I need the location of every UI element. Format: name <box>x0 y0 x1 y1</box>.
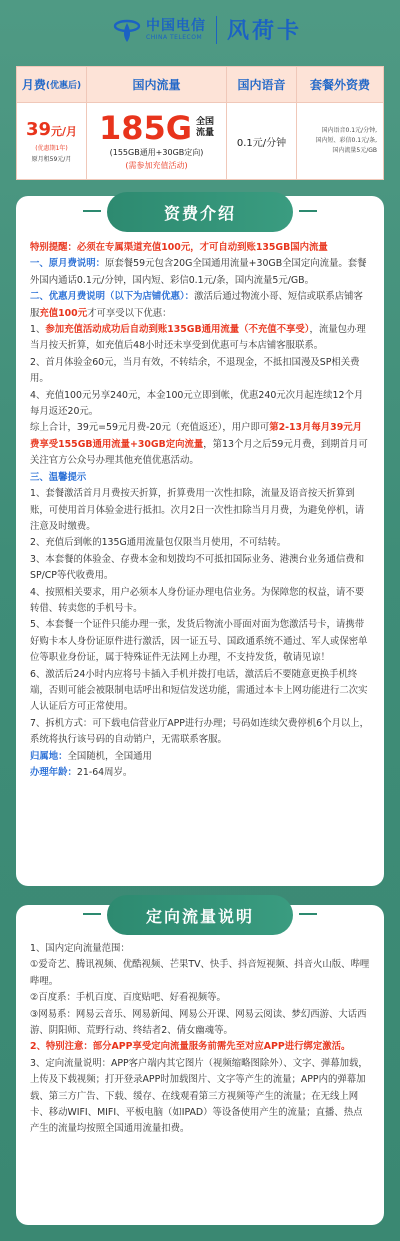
text-paragraph <box>30 256 370 289</box>
text-segment: 参加充值活动成功后自动到账135GB通用流量（不充值不享受） <box>45 324 310 336</box>
text-segment: 1、套餐激活首月月费按天折算，折算费用一次性扣除，流量及语音按天折算到账，可使用首月体验金进行抵扣。次月2日一次性扣除当月月费，为避免停机，请注意及时缴费。 <box>30 488 365 532</box>
text-segment: 第2-13月每月39元月费享受155GB通用流量+30GB定向流量 <box>30 422 362 450</box>
voice-value: 0.1元/分钟 <box>236 137 287 149</box>
header <box>0 0 400 64</box>
cell-flow <box>87 103 227 179</box>
card-name: 风荷卡 <box>227 19 303 44</box>
text-segment: ②百度系：手机百度、百度贴吧、好看视频等。 <box>30 992 226 1004</box>
text-paragraph <box>30 1007 370 1040</box>
text-paragraph <box>30 1039 370 1055</box>
text-segment: 才可享受以下优惠： <box>87 307 172 319</box>
text-segment: 4、按照相关要求，用户必须本人身份证办理电信业务。为保障您的权益，请不要转借、转卖您的手机号卡。 <box>30 586 365 614</box>
flow-condition: (需参加充值活动) <box>125 161 188 170</box>
flow-side-label <box>196 117 214 139</box>
header-fee-sub: (优惠后) <box>45 81 82 91</box>
text-segment: 原套餐59元包含20G全国通用流量+30GB全国定向流量。套餐外国内通话0.1元/分钟，国内短、彩信0.1元/条，国内流量5元/GB。 <box>30 258 367 286</box>
directional-flow-panel <box>16 905 384 1225</box>
text-paragraph <box>30 1056 370 1138</box>
header-flow: 国内流量 <box>87 67 227 102</box>
flow-amount: 185G <box>98 109 193 147</box>
text-paragraph <box>30 667 370 716</box>
fee-intro-text <box>30 240 370 781</box>
text-segment: 综上合计，39元=59元月费-20元（充值返还），用户即可 <box>30 422 270 434</box>
fee-intro-title: 资费介绍 <box>107 192 293 232</box>
text-segment: 充值100元 <box>39 307 88 319</box>
flow-side-2: 流量 <box>196 128 215 138</box>
price-note: (优惠期1年) <box>35 145 68 152</box>
text-paragraph <box>30 716 370 749</box>
text-segment: 一、原月费说明： <box>30 258 106 270</box>
header-fee-label: 月费 <box>21 78 46 92</box>
directional-flow-text <box>30 941 370 1138</box>
text-segment: 5、本套餐一个证件只能办理一张，发货后物流小哥面对面为您激活号卡，请携带好购卡本人身份证原件进行激活，因一证五号、国政通系统不通过、军人或保密单位等职业身份证，属于特殊证件无法网上办理，不支持发货，敬请见谅！ <box>30 619 368 664</box>
text-segment: 4、充值100元另享240元，本金100元立即到帐，优惠240元次月起连续12个月每月返还20元。 <box>30 389 364 418</box>
header-fee <box>17 67 87 102</box>
tariff-header-row <box>17 67 383 103</box>
text-paragraph <box>30 749 370 765</box>
text-paragraph <box>30 289 370 322</box>
text-segment: ，第13个月之后59元月费，到期首月可关注官方公众号办理其他充值优惠活动。 <box>30 438 368 467</box>
tariff-table <box>16 66 384 180</box>
directional-flow-title: 定向流量说明 <box>107 895 293 935</box>
tariff-body-row <box>17 103 383 179</box>
text-segment: 三、温馨提示 <box>30 471 87 483</box>
extra-line-3: 国内流量5元/GB <box>332 147 377 154</box>
header-voice: 国内语音 <box>227 67 297 102</box>
text-segment: 全国随机，全国通用 <box>67 750 152 762</box>
china-telecom-logo-icon <box>112 15 142 45</box>
text-paragraph <box>30 617 370 666</box>
text-paragraph <box>30 355 370 388</box>
text-segment: 7、拆机方式：可下载电信营业厅APP进行办理；号码如连续欠费停机6个月以上，系统将执行该号码的自动销户，无需联系客服。 <box>30 717 370 746</box>
text-segment: 3、定向流量说明：APP客户端内其它图片（视频缩略图除外）、文字、弹幕加载，上传及下载视频；打开登录APP时加载图片、文字等产生的流量；APP内的弹幕加载、第三方广告、下载、缓存、在线观看第三方视频等产生的流量；在无线上网卡、移动WIFI、MIFI、平板电脑（如IPAD）等设备使用产生的流量；直播、热点产生的流量均按照全国通用流量扣费。 <box>30 1057 368 1135</box>
text-paragraph <box>30 420 370 469</box>
logo-en-text: CHINA TELECOM <box>146 33 203 41</box>
text-segment: 二、优惠月费说明（以下为店铺优惠）： <box>30 291 195 303</box>
text-segment: 2、充值后到帐的135G通用流量包仅限当月使用，不可结转。 <box>30 537 287 549</box>
text-paragraph <box>30 322 370 355</box>
fee-intro-panel <box>16 196 384 886</box>
text-segment: ③网易系：网易云音乐、网易新闻、网易公开课、网易云阅读、梦幻西游、大话西游、阴阳师、荒野行动、终结者2、倩女幽魂等。 <box>30 1008 367 1037</box>
flow-side-1: 全国 <box>196 117 215 127</box>
text-paragraph <box>30 941 370 957</box>
text-segment: 1、国内定向流量范围： <box>30 943 130 954</box>
text-segment: 1、 <box>30 324 46 336</box>
extra-line-2: 国内短、彩信0.1元/条, <box>315 137 377 144</box>
text-segment: 归属地： <box>30 750 68 762</box>
brand-logo <box>112 14 302 45</box>
flow-detail: (155GB通用+30GB定向) <box>109 148 204 157</box>
text-paragraph <box>30 552 370 585</box>
cell-fee <box>17 103 87 179</box>
extra-line-1: 国内语音0.1元/分钟, <box>321 127 377 134</box>
text-paragraph <box>30 957 370 990</box>
text-paragraph <box>30 470 370 486</box>
text-segment: 6、激活后24小时内应将号卡插入手机并拨打电话，激活后不要随意更换手机终端，否则可能会被限制电话呼出和短信发送功能，需通过本卡上网功能进行二次实人认证后方可正常使用。 <box>30 668 368 713</box>
text-segment: 21-64周岁。 <box>76 767 133 778</box>
logo-cn-text: 中国电信 <box>146 17 206 34</box>
text-paragraph <box>30 765 370 781</box>
text-paragraph <box>30 535 370 551</box>
text-paragraph <box>30 388 370 421</box>
text-segment: ，流量包办理当月按天折算，如充值后48小时还未享受到优惠可与本店铺客服联系。 <box>30 324 366 352</box>
text-segment: 2、首月体验金60元，当月有效，不转结余，不退现金，不抵扣国漫及SP相关费用。 <box>30 356 360 385</box>
header-extra: 套餐外资费 <box>309 78 370 92</box>
text-segment: ①爱奇艺、腾讯视频、优酷视频、芒果TV、快手、抖音短视频、抖音火山版、哔哩哔哩。 <box>30 959 370 987</box>
text-segment: 2、特别注意：部分APP享受定向流量服务前需先至对应APP进行绑定激活。 <box>30 1041 351 1053</box>
text-segment: 激活后通过物流小哥、短信或联系店铺客服 <box>30 291 363 319</box>
text-paragraph <box>30 240 370 256</box>
price-original: 原月租59元/月 <box>31 156 72 163</box>
price-unit: 元/月 <box>51 125 78 138</box>
text-paragraph <box>30 486 370 535</box>
cell-extra <box>297 103 383 179</box>
logo-separator <box>216 16 217 44</box>
text-paragraph <box>30 990 370 1006</box>
text-segment: 办理年龄： <box>30 767 77 778</box>
price-value: 39 <box>25 119 52 140</box>
text-segment: 3、本套餐的体验金、存费本金和划拨均不可抵扣国际业务、港澳台业务通信费和SP/CP等代收费用。 <box>30 553 365 582</box>
cell-voice <box>227 103 297 179</box>
text-paragraph <box>30 585 370 618</box>
monthly-price <box>26 119 77 140</box>
text-segment: 特别提醒：必须在专属渠道充值100元，才可自动到账135GB国内流量 <box>30 242 328 253</box>
